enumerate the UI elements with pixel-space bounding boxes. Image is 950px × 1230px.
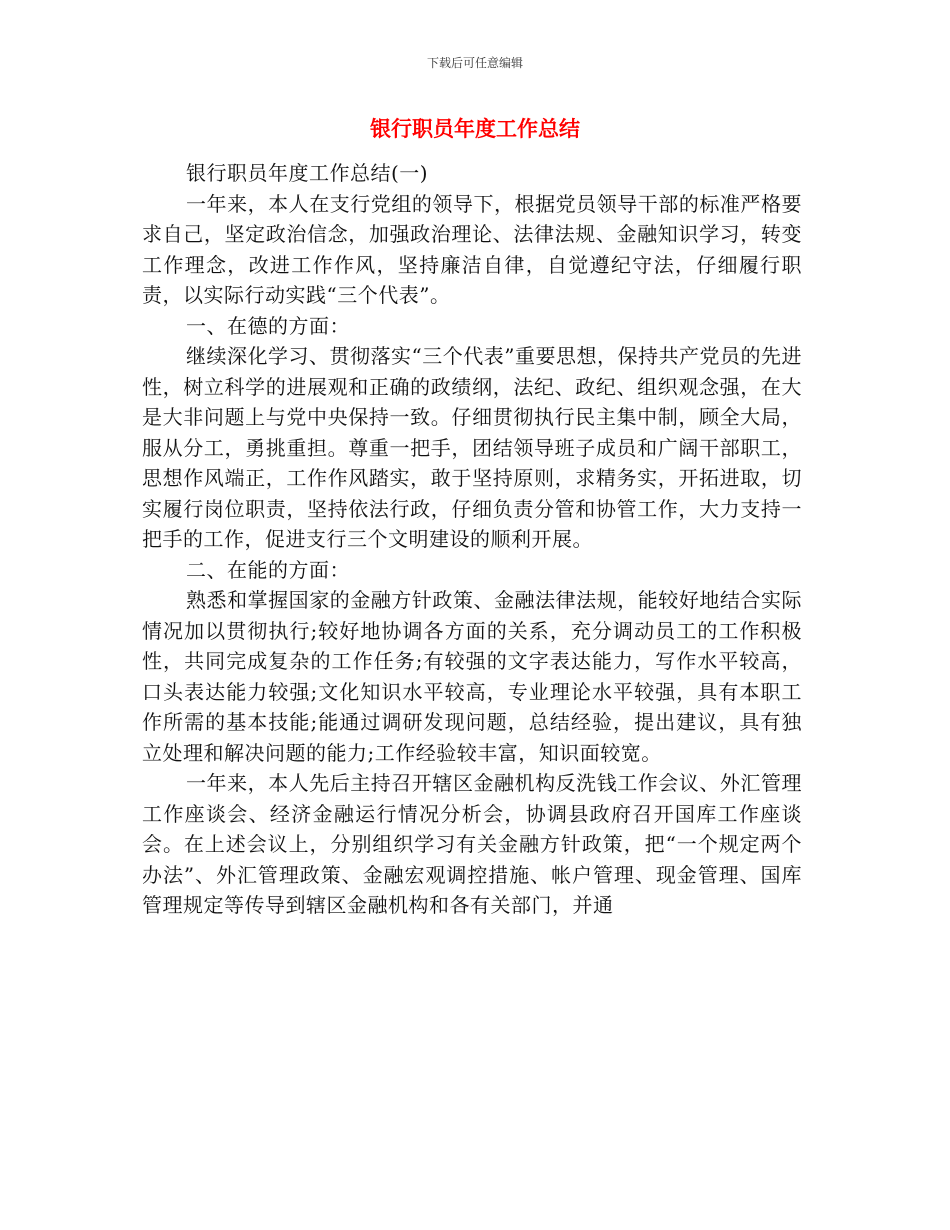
document-body	[142, 158, 802, 921]
page-header-note: 下载后可任意编辑	[426, 56, 523, 70]
document-title: 银行职员年度工作总结	[370, 117, 580, 141]
body-paragraph: 继续深化学习、贯彻落实“三个代表”重要思想，保持共产党员的先进性，树立科学的进展观和正确的政绩纲，法纪、政纪、组织观念强，在大是大非问题上与党中央保持一致。仔细贯彻执行民主集中制，顾全大局，服从分工，勇挑重担。尊重一把手，团结领导班子成员和广阔干部职工，思想作风端正，工作作风踏实，敢于坚持原则，求精务实，开拓进取，切实履行岗位职责，坚持依法行政，仔细负责分管和协管工作，大力支持一把手的工作，促进支行三个文明建设的顺利开展。	[142, 344, 802, 551]
body-paragraph: 一年来，本人先后主持召开辖区金融机构反洗钱工作会议、外汇管理工作座谈会、经济金融运行情况分析会，协调县政府召开国库工作座谈会。在上述会议上，分别组织学习有关金融方针政策，把“一个规定两个办法”、外汇管理政策、金融宏观调控措施、帐户管理、现金管理、国库管理规定等传导到辖区金融机构和各有关部门，并通	[142, 771, 802, 917]
body-paragraph: 一年来，本人在支行党组的领导下，根据党员领导干部的标准严格要求自己，坚定政治信念，加强政治理论、法律法规、金融知识学习，转变工作理念，改进工作作风，坚持廉洁自律，自觉遵纪守法，仔细履行职责，以实际行动实践“三个代表”。	[142, 191, 802, 307]
section-heading-ability: 二、在能的方面：	[186, 557, 350, 582]
section-heading-morality: 一、在德的方面：	[186, 313, 350, 338]
body-paragraph: 熟悉和掌握国家的金融方针政策、金融法律法规，能较好地结合实际情况加以贯彻执行;较好地协调各方面的关系，充分调动员工的工作积极性，共同完成复杂的工作任务;有较强的文字表达能力，写作水平较高，口头表达能力较强;文化知识水平较高，专业理论水平较强，具有本职工作所需的基本技能;能通过调研发现问题，总结经验，提出建议，具有独立处理和解决问题的能力;工作经验较丰富，知识面较宽。	[142, 588, 802, 765]
subtitle-paragraph: 银行职员年度工作总结(一)	[186, 161, 429, 185]
